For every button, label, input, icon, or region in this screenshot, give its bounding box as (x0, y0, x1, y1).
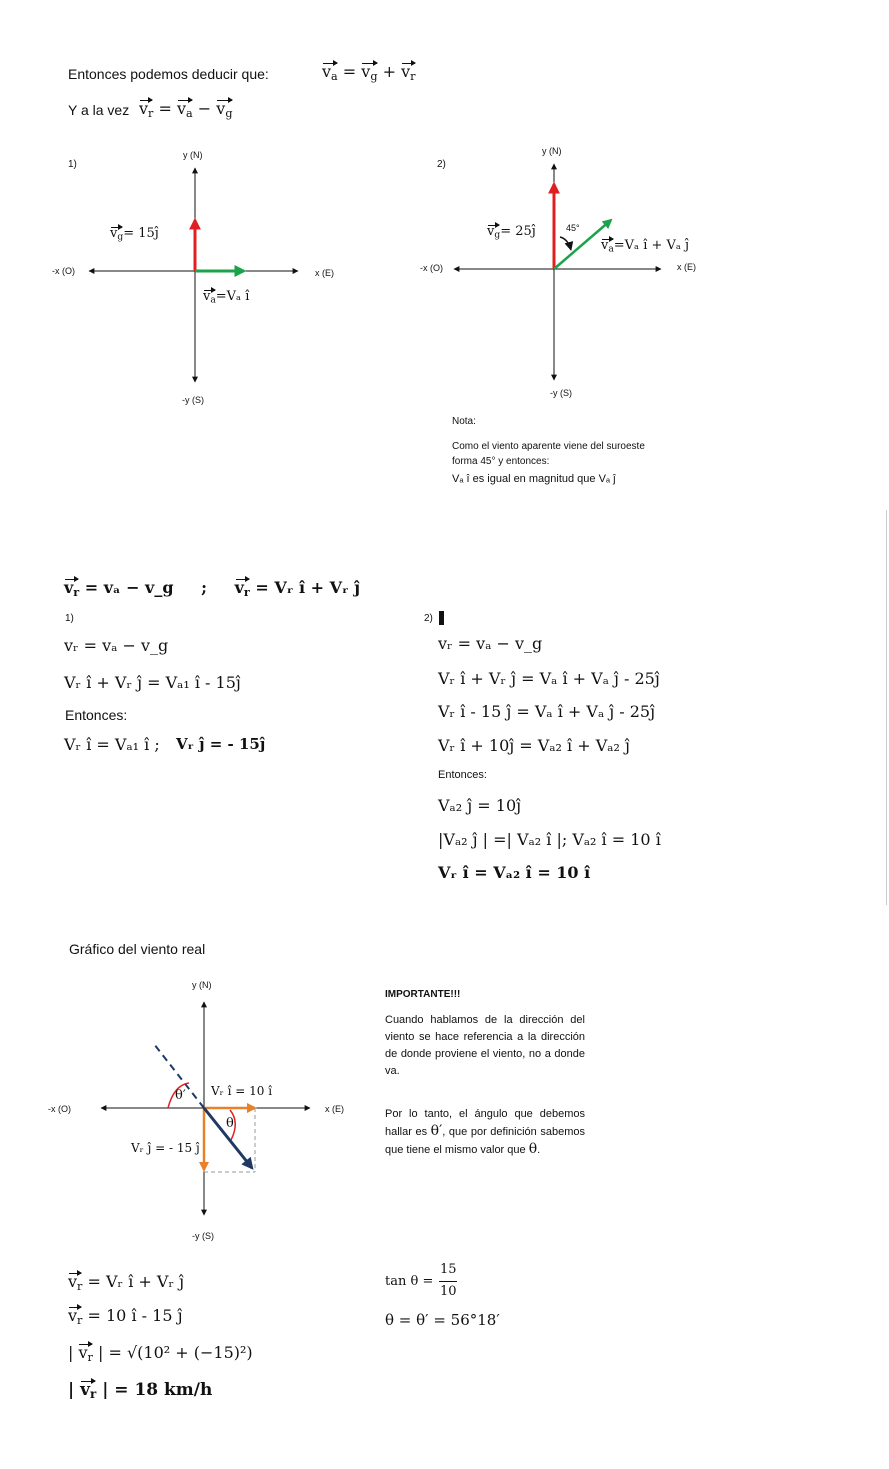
theta-prime-label: θ′ (175, 1088, 186, 1103)
diagram2-vg-label: $v_g=$ 25ĵ (487, 224, 536, 241)
diagram1-x-pos-label: x (E) (315, 268, 334, 278)
section2-right-eq7: Vᵣ î = Vₐ₂ î = 10 î (438, 863, 591, 882)
section2-right-entonces: Entonces: (438, 769, 487, 781)
intro-line1-formula: $v_a = v_g + v_r$ (322, 62, 416, 83)
section2-left-eq1: vᵣ = vₐ − v_g (64, 636, 169, 655)
real-wind-vri-label: Vᵣ î = 10 î (211, 1084, 273, 1098)
intro-line1-text: Entonces podemos deducir que: (68, 66, 269, 82)
section2-right-eq4: Vᵣ î + 10ĵ = Vₐ₂ î + Vₐ₂ ĵ (438, 736, 630, 755)
diagram1-number: 1) (68, 159, 77, 170)
diagram2-y-neg-label: -y (S) (550, 388, 572, 398)
diagram1-va-label: $v_a=V_a$ î (203, 289, 250, 306)
nota-title: Nota: (452, 416, 476, 427)
tan-lhs: tan θ = (385, 1274, 434, 1289)
importante-para2: Por lo tanto, el ángulo que debemos hallar es θ′, que por definición sabemos que tiene el mismo valor que θ. (385, 1108, 585, 1157)
diagram2-y-pos-label: y (N) (542, 146, 562, 156)
diagram2-x-pos-label: x (E) (677, 262, 696, 272)
theta-result: θ = θ′ = 56°18′ (385, 1311, 500, 1329)
final-eq3: | $v_r$ | = √(10² + (−15)²) (68, 1343, 253, 1364)
importante-title: IMPORTANTE!!! (385, 989, 461, 1000)
real-wind-y-neg-label: -y (S) (192, 1231, 214, 1241)
section2-left-eq3a: Vᵣ î = Vₐ₁ î ; (64, 735, 160, 754)
diagram2-angle-label: 45° (566, 223, 580, 233)
tan-fraction-bar (439, 1281, 457, 1282)
section2-right-eq3: Vᵣ î - 15 ĵ = Vₐ î + Vₐ ĵ - 25ĵ (438, 702, 656, 721)
diagram1-y-neg-label: -y (S) (182, 395, 204, 405)
nota-line3: Vₐ î es igual en magnitud que Vₐ ĵ (452, 473, 616, 485)
section2-left-eq3b: Vᵣ ĵ = - 15ĵ (176, 735, 266, 753)
tan-numerator: 15 (440, 1262, 457, 1277)
real-wind-vrj-label: Vᵣ ĵ = - 15 ĵ (131, 1141, 200, 1155)
section2-right-eq1: vᵣ = vₐ − v_g (438, 634, 543, 653)
real-wind-y-pos-label: y (N) (192, 980, 212, 990)
real-wind-x-neg-label: -x (O) (48, 1104, 71, 1114)
diagram1-x-neg-label: -x (O) (52, 266, 75, 276)
diagram1-vg-label: $v_g=$ 15ĵ (110, 226, 159, 243)
section2-right-eq5: Vₐ₂ ĵ = 10ĵ (438, 796, 522, 815)
section2-right-eq2: Vᵣ î + Vᵣ ĵ = Vₐ î + Vₐ ĵ - 25ĵ (438, 669, 660, 688)
section2-header: $v_r = v_a$ − v_g ; $v_r$ = Vᵣ î + Vᵣ ĵ (64, 578, 360, 599)
importante-para1: Cuando hablamos de la dirección del viento se hace referencia a la dirección de donde proviene el viento, no a donde va. (385, 1014, 585, 1077)
final-eq1: $v_r$ = Vᵣ î + Vᵣ ĵ (68, 1272, 185, 1293)
real-wind-title: Gráfico del viento real (69, 941, 206, 957)
diagram2-number: 2) (437, 159, 446, 170)
real-wind-x-pos-label: x (E) (325, 1104, 344, 1114)
final-eq4: | $v_r$ | = 18 km/h (68, 1380, 213, 1401)
intro-line2-text: Y a la vez (68, 102, 130, 118)
section2-right-eq6: |Vₐ₂ ĵ | =| Vₐ₂ î |; Vₐ₂ î = 10 î (438, 830, 661, 849)
section2-left-entonces: Entonces: (65, 707, 128, 723)
section2-left-eq2: Vᵣ î + Vᵣ ĵ = Vₐ₁ î - 15ĵ (64, 673, 241, 692)
tan-denominator: 10 (440, 1284, 457, 1299)
diagram2-x-neg-label: -x (O) (420, 263, 443, 273)
diagram1-y-pos-label: y (N) (183, 150, 203, 160)
final-eq2: $v_r = 10$ î - 15 ĵ (68, 1306, 183, 1327)
nota-line2: forma 45° y entonces: (452, 456, 550, 467)
diagram2-va-label: $v_a=V_a$ î + Vₐ ĵ (601, 238, 690, 255)
section2-right-number: 2) (424, 613, 433, 624)
section2-left-number: 1) (65, 613, 74, 624)
intro-line2-formula: $v_r = v_a - v_g$ (139, 99, 233, 120)
theta-label: θ (226, 1116, 234, 1131)
nota-line1: Como el viento aparente viene del suroeste (452, 441, 645, 452)
